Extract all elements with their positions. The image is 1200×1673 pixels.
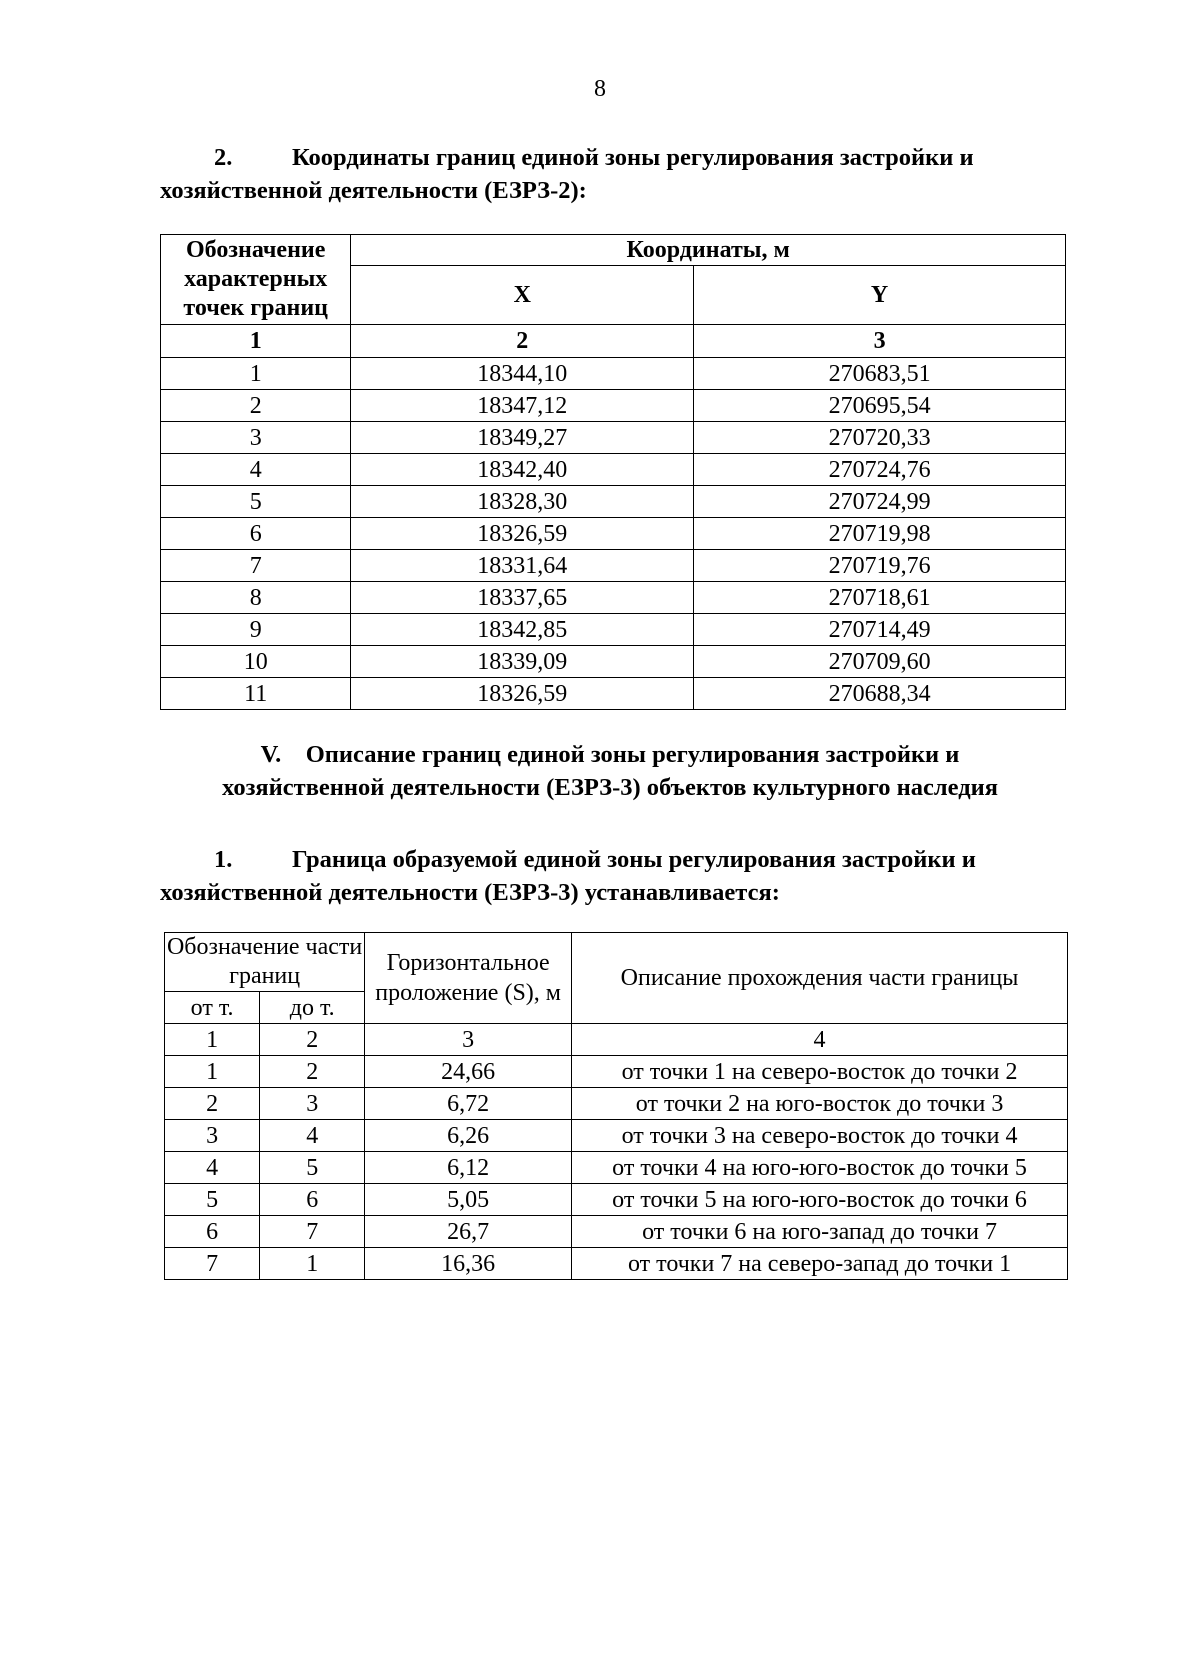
header-coords: Координаты, м xyxy=(351,235,1066,266)
from-point-cell: 2 xyxy=(165,1088,260,1120)
x-coordinate-cell: 18342,40 xyxy=(351,454,694,486)
section-title-line2: хозяйственной деятельности (ЕЗРЗ-3) устанавливается: xyxy=(160,879,780,906)
y-coordinate-cell: 270720,33 xyxy=(694,422,1066,454)
header-distance: Горизонтальное проложение (S), м xyxy=(365,933,572,1024)
col-num: 2 xyxy=(260,1024,365,1056)
table-row xyxy=(161,358,1066,390)
section-heading-description xyxy=(160,738,1060,804)
distance-cell: 6,12 xyxy=(365,1152,572,1184)
section-heading-boundary xyxy=(160,843,1070,909)
y-coordinate-cell: 270695,54 xyxy=(694,390,1066,422)
x-coordinate-cell: 18349,27 xyxy=(351,422,694,454)
table-row xyxy=(165,1088,1068,1120)
from-point-cell: 5 xyxy=(165,1184,260,1216)
col-num: 3 xyxy=(365,1024,572,1056)
from-point-cell: 4 xyxy=(165,1152,260,1184)
table-row xyxy=(161,486,1066,518)
from-point-cell: 6 xyxy=(165,1216,260,1248)
y-coordinate-cell: 270719,98 xyxy=(694,518,1066,550)
distance-cell: 5,05 xyxy=(365,1184,572,1216)
x-coordinate-cell: 18347,12 xyxy=(351,390,694,422)
y-coordinate-cell: 270683,51 xyxy=(694,358,1066,390)
table-row xyxy=(161,422,1066,454)
col-num: 1 xyxy=(165,1024,260,1056)
y-coordinate-cell: 270724,99 xyxy=(694,486,1066,518)
section-number: V. xyxy=(260,741,282,768)
section-number: 1. xyxy=(214,846,233,873)
to-point-cell: 2 xyxy=(260,1056,365,1088)
section-heading-coordinates xyxy=(160,141,1070,207)
section-title-line1: Описание границ единой зоны регулирования застройки и xyxy=(305,741,960,768)
table-row xyxy=(165,1248,1068,1280)
table-row xyxy=(161,678,1066,710)
section-title-line2: хозяйственной деятельности (ЕЗРЗ-3) объектов культурного наследия xyxy=(222,774,998,801)
table-row xyxy=(161,390,1066,422)
section-number: 2. xyxy=(214,144,233,171)
header-desc: Описание прохождения части границы xyxy=(572,933,1068,1024)
description-cell: от точки 4 на юго-юго-восток до точки 5 xyxy=(572,1152,1068,1184)
boundary-table-body xyxy=(165,1056,1068,1280)
table-row xyxy=(161,454,1066,486)
header-points: Обозначение характерных точек границ xyxy=(161,235,351,325)
coordinates-table xyxy=(160,234,1066,710)
distance-cell: 26,7 xyxy=(365,1216,572,1248)
y-coordinate-cell: 270714,49 xyxy=(694,614,1066,646)
to-point-cell: 3 xyxy=(260,1088,365,1120)
point-number-cell: 11 xyxy=(161,678,351,710)
to-point-cell: 7 xyxy=(260,1216,365,1248)
point-number-cell: 7 xyxy=(161,550,351,582)
header-x: X xyxy=(351,266,694,325)
from-point-cell: 7 xyxy=(165,1248,260,1280)
col-num: 4 xyxy=(572,1024,1068,1056)
from-point-cell: 1 xyxy=(165,1056,260,1088)
col-num: 1 xyxy=(161,325,351,358)
description-cell: от точки 2 на юго-восток до точки 3 xyxy=(572,1088,1068,1120)
col-num: 3 xyxy=(694,325,1066,358)
point-number-cell: 2 xyxy=(161,390,351,422)
page-number: 8 xyxy=(594,76,606,102)
x-coordinate-cell: 18344,10 xyxy=(351,358,694,390)
to-point-cell: 6 xyxy=(260,1184,365,1216)
y-coordinate-cell: 270718,61 xyxy=(694,582,1066,614)
table-row xyxy=(161,614,1066,646)
table-row xyxy=(165,1184,1068,1216)
from-point-cell: 3 xyxy=(165,1120,260,1152)
point-number-cell: 6 xyxy=(161,518,351,550)
x-coordinate-cell: 18339,09 xyxy=(351,646,694,678)
x-coordinate-cell: 18337,65 xyxy=(351,582,694,614)
header-from: от т. xyxy=(165,992,260,1024)
section-title-line1: Координаты границ единой зоны регулирования застройки и xyxy=(292,144,974,171)
header-y: Y xyxy=(694,266,1066,325)
distance-cell: 16,36 xyxy=(365,1248,572,1280)
table-row xyxy=(161,550,1066,582)
point-number-cell: 5 xyxy=(161,486,351,518)
point-number-cell: 9 xyxy=(161,614,351,646)
description-cell: от точки 5 на юго-юго-восток до точки 6 xyxy=(572,1184,1068,1216)
to-point-cell: 4 xyxy=(260,1120,365,1152)
to-point-cell: 1 xyxy=(260,1248,365,1280)
distance-cell: 24,66 xyxy=(365,1056,572,1088)
y-coordinate-cell: 270709,60 xyxy=(694,646,1066,678)
x-coordinate-cell: 18342,85 xyxy=(351,614,694,646)
point-number-cell: 4 xyxy=(161,454,351,486)
table-row xyxy=(161,582,1066,614)
description-cell: от точки 3 на северо-восток до точки 4 xyxy=(572,1120,1068,1152)
point-number-cell: 8 xyxy=(161,582,351,614)
y-coordinate-cell: 270724,76 xyxy=(694,454,1066,486)
distance-cell: 6,72 xyxy=(365,1088,572,1120)
x-coordinate-cell: 18326,59 xyxy=(351,518,694,550)
distance-cell: 6,26 xyxy=(365,1120,572,1152)
point-number-cell: 10 xyxy=(161,646,351,678)
col-num: 2 xyxy=(351,325,694,358)
table-row xyxy=(165,1152,1068,1184)
x-coordinate-cell: 18328,30 xyxy=(351,486,694,518)
to-point-cell: 5 xyxy=(260,1152,365,1184)
header-to: до т. xyxy=(260,992,365,1024)
section-title-line2: хозяйственной деятельности (ЕЗРЗ-2): xyxy=(160,177,587,204)
x-coordinate-cell: 18326,59 xyxy=(351,678,694,710)
section-title-line1: Граница образуемой единой зоны регулирования застройки и xyxy=(292,846,976,873)
table-row xyxy=(165,1120,1068,1152)
y-coordinate-cell: 270688,34 xyxy=(694,678,1066,710)
coordinates-table-body xyxy=(161,358,1066,710)
point-number-cell: 3 xyxy=(161,422,351,454)
x-coordinate-cell: 18331,64 xyxy=(351,550,694,582)
table-row xyxy=(161,518,1066,550)
description-cell: от точки 6 на юго-запад до точки 7 xyxy=(572,1216,1068,1248)
table-row xyxy=(165,1056,1068,1088)
table-row xyxy=(165,1216,1068,1248)
description-cell: от точки 1 на северо-восток до точки 2 xyxy=(572,1056,1068,1088)
boundary-description-table xyxy=(164,932,1068,1280)
table-row xyxy=(161,646,1066,678)
y-coordinate-cell: 270719,76 xyxy=(694,550,1066,582)
description-cell: от точки 7 на северо-запад до точки 1 xyxy=(572,1248,1068,1280)
header-parts: Обозначение части границ xyxy=(165,933,365,992)
point-number-cell: 1 xyxy=(161,358,351,390)
